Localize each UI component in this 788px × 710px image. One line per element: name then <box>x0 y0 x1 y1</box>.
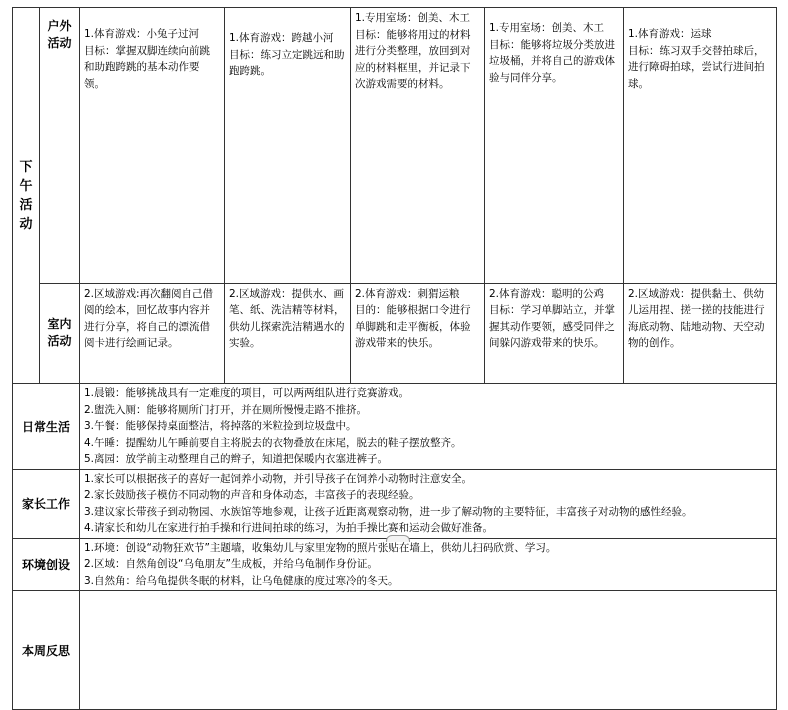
indoor-activity-cell: 2.区域游戏：提供黏土、供幼儿运用捏、搓一搓的技能进行海底动物、陆地动物、天空动物的创作。 <box>624 283 777 383</box>
outdoor-activity-cell: 1.体育游戏：运球 目标：练习双手交替拍球后，进行障碍拍球，尝试行进间拍球。 <box>624 8 777 284</box>
afternoon-label-char: 活 <box>19 197 33 213</box>
afternoon-activities-header <box>13 8 40 384</box>
parents-work-line: 1.家长可以根据孩子的喜好一起饲养小动物，并引导孩子在饲养小动物时注意安全。 <box>84 472 473 485</box>
afternoon-indoor-row <box>13 283 777 383</box>
reflection-content[interactable] <box>80 591 777 710</box>
weekly-plan-sheet <box>12 7 776 710</box>
outdoor-label-line: 户外 <box>47 19 72 33</box>
indoor-activities-header <box>40 283 80 383</box>
parents-work-line: 4.请家长和幼儿在家进行拍手操和行进间拍球的练习，为拍手操比赛和运动会做好准备。 <box>84 522 494 534</box>
environment-line: 2.区域：自然角创设“乌龟朋友”生成板，并给乌龟制作身份证。 <box>84 558 378 570</box>
parents-work-content <box>80 469 777 538</box>
environment-line: 1.环境：创设“动物狂欢节”主题墙，收集幼儿与家里宠物的照片张贴在墙上，供幼儿扫码欣赏、学习。 <box>84 541 557 554</box>
outdoor-activity-cell: 1.体育游戏：跨越小河 目标：练习立定跳远和助跑跨跳。 <box>225 8 351 284</box>
daily-life-line: 5.离园：放学前主动整理自己的辫子，知道把保暖内衣塞进裤子。 <box>84 453 389 465</box>
indoor-activity-cell: 2.区域游戏:再次翻阅自己借阅的绘本，回忆故事内容并进行分享，将自己的漂流借阅卡进行绘画记录。 <box>80 283 225 383</box>
afternoon-outdoor-row <box>13 8 777 284</box>
reflection-label: 本周反思 <box>13 591 80 710</box>
environment-row <box>13 538 777 591</box>
weekly-plan-table <box>12 7 777 384</box>
daily-life-row <box>13 384 777 470</box>
environment-line: 3.自然角：给乌龟提供冬眠的材料，让乌龟健康的度过寒冷的冬天。 <box>84 574 399 587</box>
daily-life-line: 4.午睡：提醒幼儿午睡前要自主将脱去的衣物叠放在床尾，脱去的鞋子摆放整齐。 <box>84 436 462 449</box>
daily-life-label: 日常生活 <box>13 384 80 470</box>
environment-content <box>80 538 777 591</box>
outdoor-activity-cell: 1.体育游戏：小兔子过河 目标：掌握双脚连续向前跳和助跑跨跳的基本动作要领。 <box>80 8 225 284</box>
daily-life-content <box>80 384 777 470</box>
indoor-activity-cell: 2.体育游戏：聪明的公鸡 目标：学习单脚站立，并掌握其动作要领，感受同伴之间躲闪游戏带来的快乐。 <box>485 283 624 383</box>
outdoor-activities-header <box>40 8 80 284</box>
indoor-label-line: 室内 <box>47 317 72 332</box>
outdoor-activity-cell: 1.专用室场：创美、木工 目标：能够将用过的材料进行分类整理，放回到对应的材料框里，并记录下次游戏需要的材料。 <box>351 8 485 284</box>
outdoor-label-line: 活动 <box>47 36 72 50</box>
parents-work-line: 3.建议家长带孩子到动物园、水族馆等地参观，让孩子近距离观察动物，进一步了解动物的主要特征，丰富孩子对动物的感性经验。 <box>84 505 693 518</box>
weekly-plan-table-lower <box>12 383 777 710</box>
reflection-row <box>13 591 777 710</box>
daily-life-line: 1.晨锻：能够挑战具有一定难度的项目，可以两两组队进行竞赛游戏。 <box>84 387 410 399</box>
parents-work-line: 2.家长鼓励孩子模仿不同动物的声音和身体动态，丰富孩子的表现经验。 <box>84 489 420 501</box>
daily-life-line: 3.午餐：能够保持桌面整洁，将掉落的米粒捡到垃圾盘中。 <box>84 420 357 432</box>
afternoon-label-char: 动 <box>19 216 33 232</box>
afternoon-label-char: 午 <box>19 178 33 194</box>
indoor-activity-cell: 2.区域游戏：提供水、画笔、纸、洗洁精等材料，供幼儿探索洗洁精遇水的实验。 <box>225 283 351 383</box>
environment-label: 环境创设 <box>13 538 80 591</box>
indoor-activity-cell: 2.体育游戏：刺猬运粮 目的：能够根据口令进行单脚跳和走平衡板，体验游戏带来的快乐。 <box>351 283 485 383</box>
outdoor-activity-cell: 1.专用室场：创美、木工 目标：能够将垃圾分类放进垃圾桶，并将自己的游戏体验与同伴分享。 <box>485 8 624 284</box>
parents-work-label: 家长工作 <box>13 469 80 538</box>
afternoon-label-char: 下 <box>19 159 33 175</box>
daily-life-line: 2.盥洗入厕：能够将厕所门打开，并在厕所慢慢走路不推挤。 <box>84 403 368 416</box>
indoor-label-line: 活动 <box>47 334 72 349</box>
parents-work-row <box>13 469 777 538</box>
